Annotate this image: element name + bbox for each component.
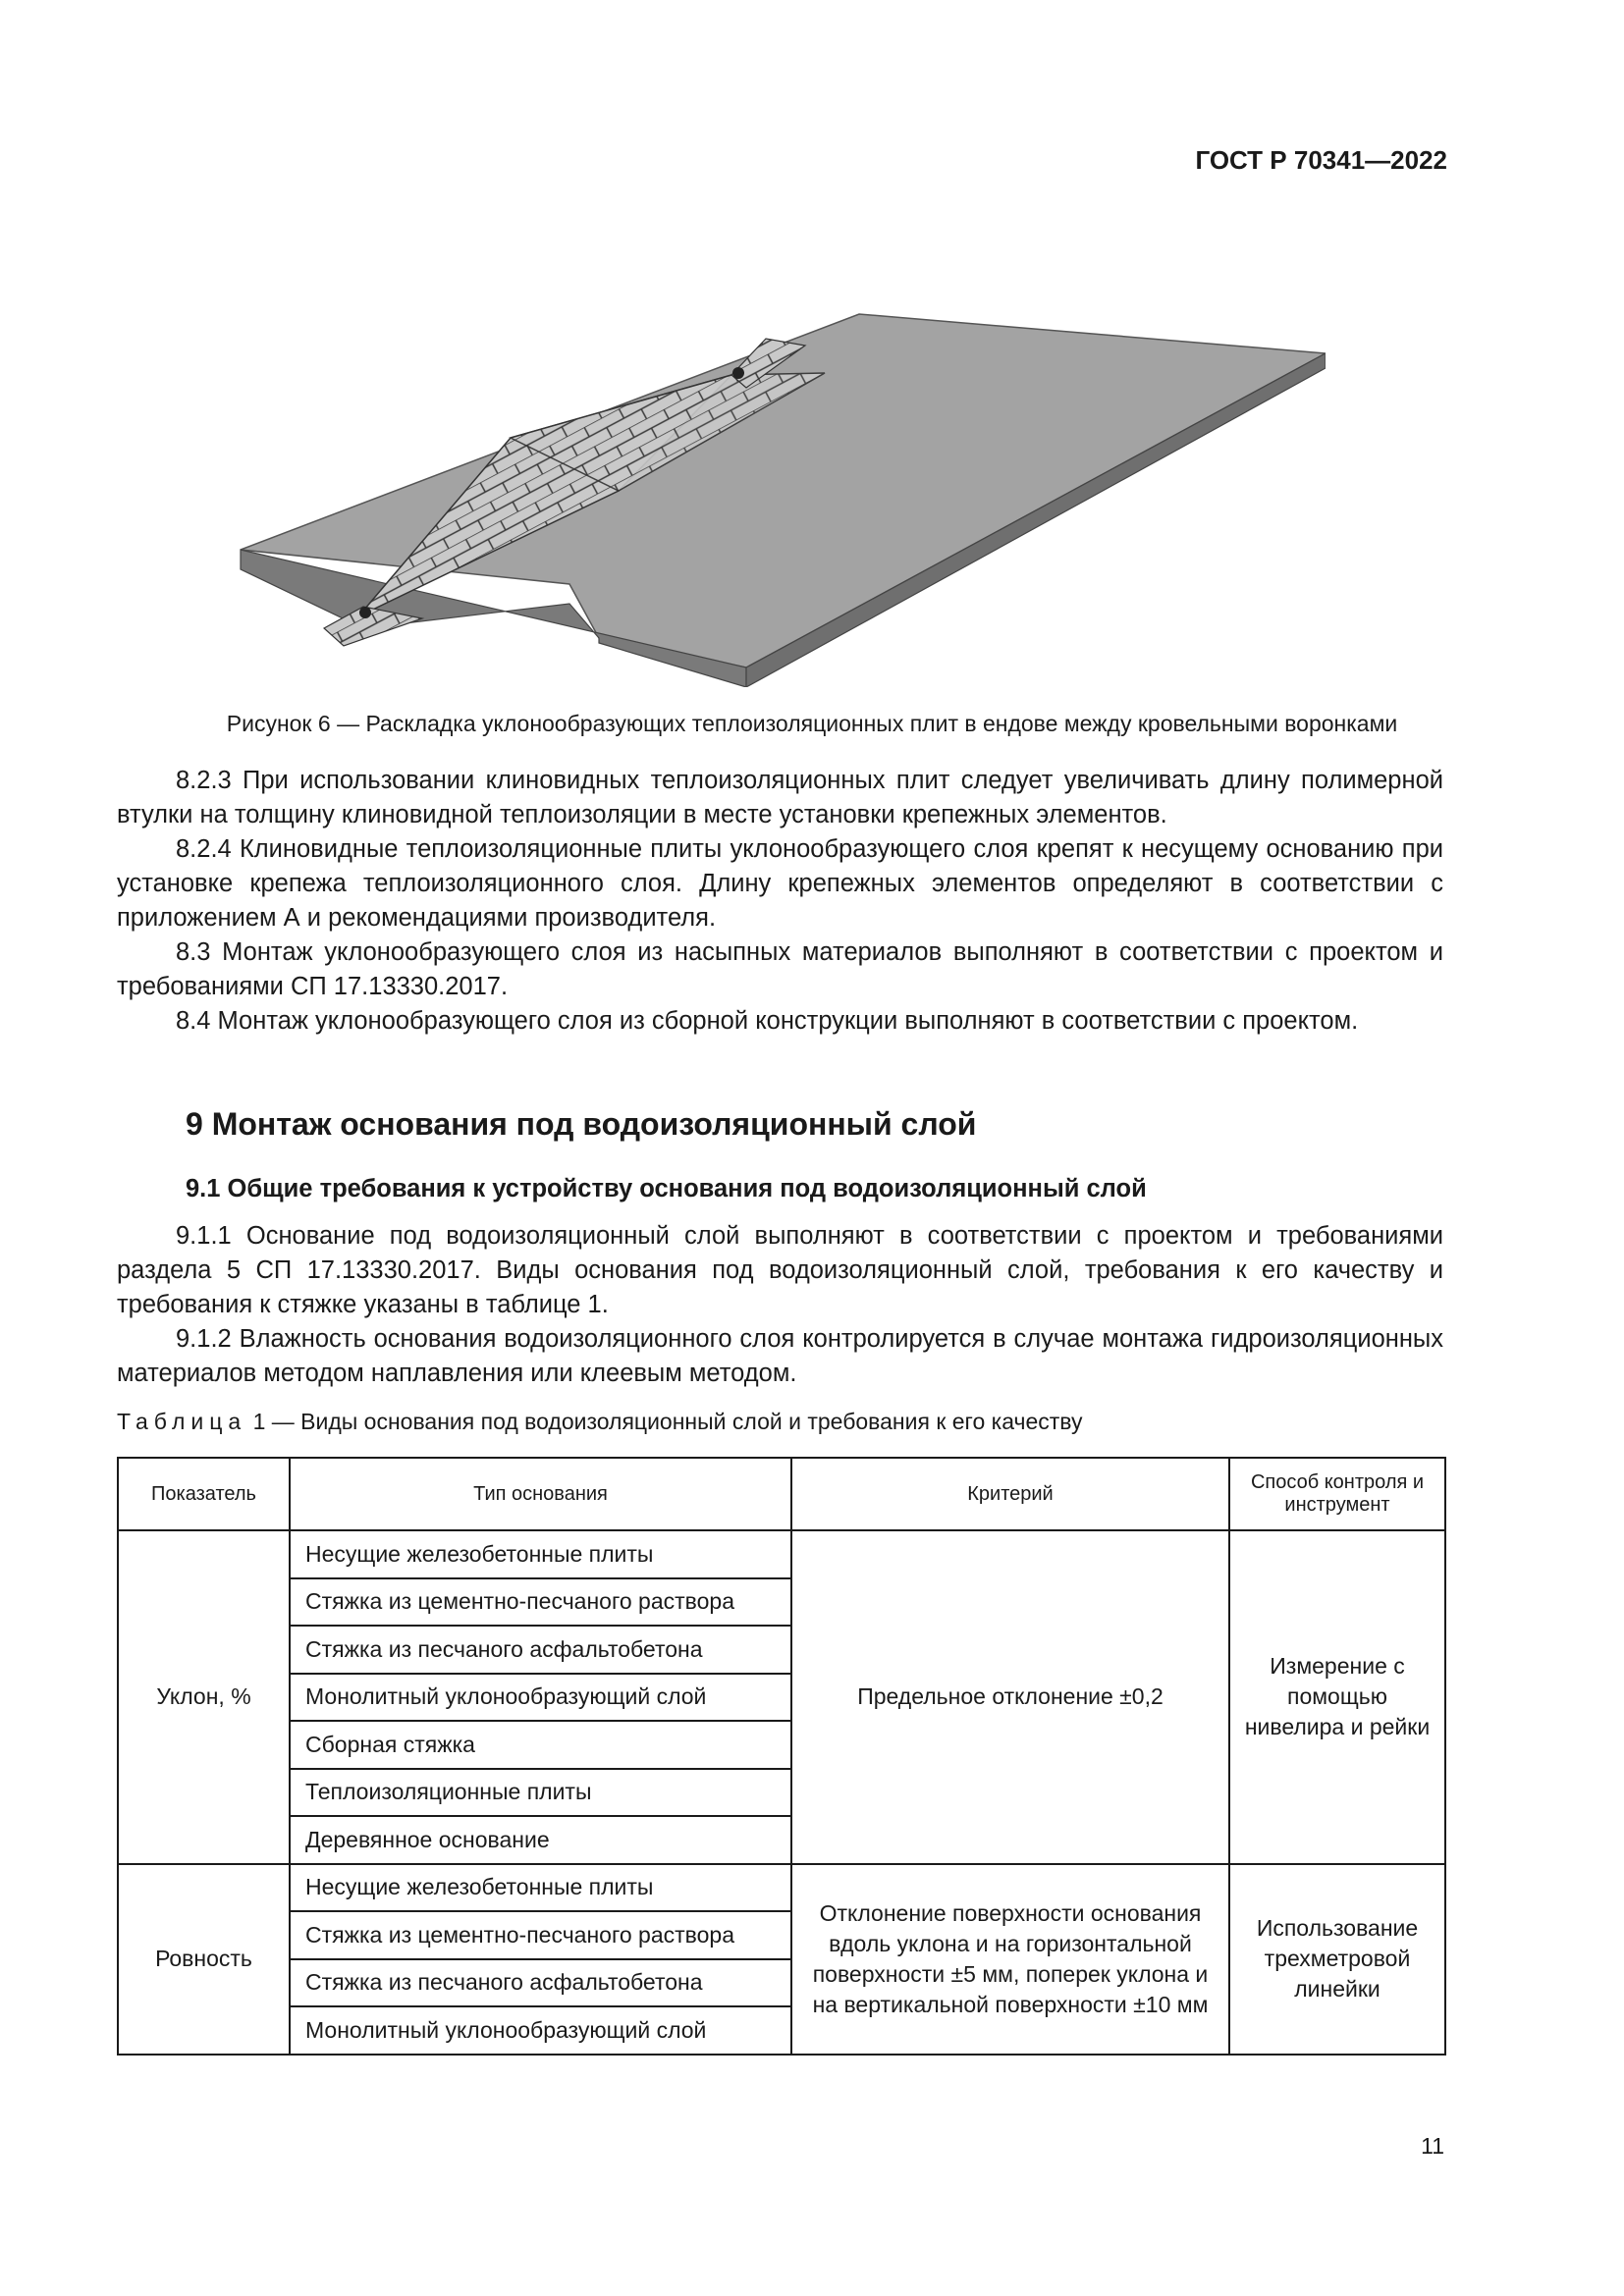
section-9-text xyxy=(117,1219,1443,1391)
paragraph-9-1-1: 9.1.1 Основание под водоизоляционный слой выполняют в соответствии с проектом и требованиями раздела 5 СП 17.13330.2017. Виды основания под водоизоляционный слой, требования к его качеству и требования к стяжке указаны в таблице 1. xyxy=(117,1222,1443,1318)
table-caption-label: Таблица xyxy=(117,1409,247,1434)
paragraph-8-2-3: 8.2.3 При использовании клиновидных теплоизоляционных плит следует увеличивать длину полимерной втулки на толщину клиновидной теплоизоляции в месте установки крепежных элементов. xyxy=(117,767,1443,828)
roof-drain-near xyxy=(359,607,371,618)
base-type-cell: Теплоизоляционные плиты xyxy=(290,1769,791,1817)
figure-roof-valley xyxy=(236,294,1326,687)
table-header-row xyxy=(118,1458,1445,1530)
base-type-cell: Сборная стяжка xyxy=(290,1721,791,1769)
table-caption-text: 1 — Виды основания под водоизоляционный слой и требования к его качеству xyxy=(246,1409,1083,1434)
table-row xyxy=(118,1864,1445,1912)
section-9-heading: 9 Монтаж основания под водоизоляционный слой xyxy=(186,1106,977,1142)
table-row xyxy=(118,1530,1445,1578)
criterion-cell: Отклонение поверхности основания вдоль уклона и на горизонтальной поверхности ±5 мм, поперек уклона и на вертикальной поверхности ±10 мм xyxy=(791,1864,1229,2055)
header-indicator: Показатель xyxy=(118,1458,290,1530)
subsection-9-1-heading: 9.1 Общие требования к устройству основания под водоизоляционный слой xyxy=(186,1175,1147,1202)
paragraph-9-1-2: 9.1.2 Влажность основания водоизоляционного слоя контролируется в случае монтажа гидроизоляционных материалов методом наплавления или клеевым методом. xyxy=(117,1325,1443,1387)
control-method-cell: Использование трехметровой линейки xyxy=(1229,1864,1445,2055)
indicator-cell: Ровность xyxy=(118,1864,290,2055)
header-control-method: Способ контроля и инструмент xyxy=(1229,1458,1445,1530)
paragraph-8-3: 8.3 Монтаж уклонообразующего слоя из насыпных материалов выполняют в соответствии с проектом и требованиями СП 17.13330.2017. xyxy=(117,938,1443,1000)
section-8-text xyxy=(117,764,1443,1039)
roof-valley-illustration xyxy=(236,294,1326,687)
table-caption xyxy=(117,1409,1083,1435)
base-type-cell: Деревянное основание xyxy=(290,1816,791,1864)
roof-drain-far xyxy=(732,367,744,379)
base-type-cell: Стяжка из цементно-песчаного раствора xyxy=(290,1911,791,1959)
base-type-cell: Монолитный уклонообразующий слой xyxy=(290,2006,791,2055)
base-type-cell: Стяжка из песчаного асфальтобетона xyxy=(290,1959,791,2007)
page-number: 11 xyxy=(1421,2133,1444,2159)
figure-caption: Рисунок 6 — Раскладка уклонообразующих теплоизоляционных плит в ендове между кровельными воронками xyxy=(226,711,1398,736)
base-type-cell: Несущие железобетонные плиты xyxy=(290,1530,791,1578)
paragraph-8-2-4: 8.2.4 Клиновидные теплоизоляционные плиты уклонообразующего слоя крепят к несущему основанию при установке крепежа теплоизоляционного слоя. Длину крепежных элементов определяют в соответствии с приложением А и рекомендациями производителя. xyxy=(117,835,1443,932)
header-criterion: Критерий xyxy=(791,1458,1229,1530)
paragraph-8-4: 8.4 Монтаж уклонообразующего слоя из сборной конструкции выполняют в соответствии с проектом. xyxy=(176,1007,1359,1035)
base-type-cell: Несущие железобетонные плиты xyxy=(290,1864,791,1912)
indicator-cell: Уклон, % xyxy=(118,1530,290,1864)
criterion-cell: Предельное отклонение ±0,2 xyxy=(791,1530,1229,1864)
standard-header: ГОСТ Р 70341—2022 xyxy=(1195,145,1447,175)
control-method-cell: Измерение с помощью нивелира и рейки xyxy=(1229,1530,1445,1864)
header-base-type: Тип основания xyxy=(290,1458,791,1530)
base-types-table xyxy=(117,1457,1446,2056)
base-type-cell: Стяжка из цементно-песчаного раствора xyxy=(290,1578,791,1627)
base-type-cell: Стяжка из песчаного асфальтобетона xyxy=(290,1626,791,1674)
base-type-cell: Монолитный уклонообразующий слой xyxy=(290,1674,791,1722)
